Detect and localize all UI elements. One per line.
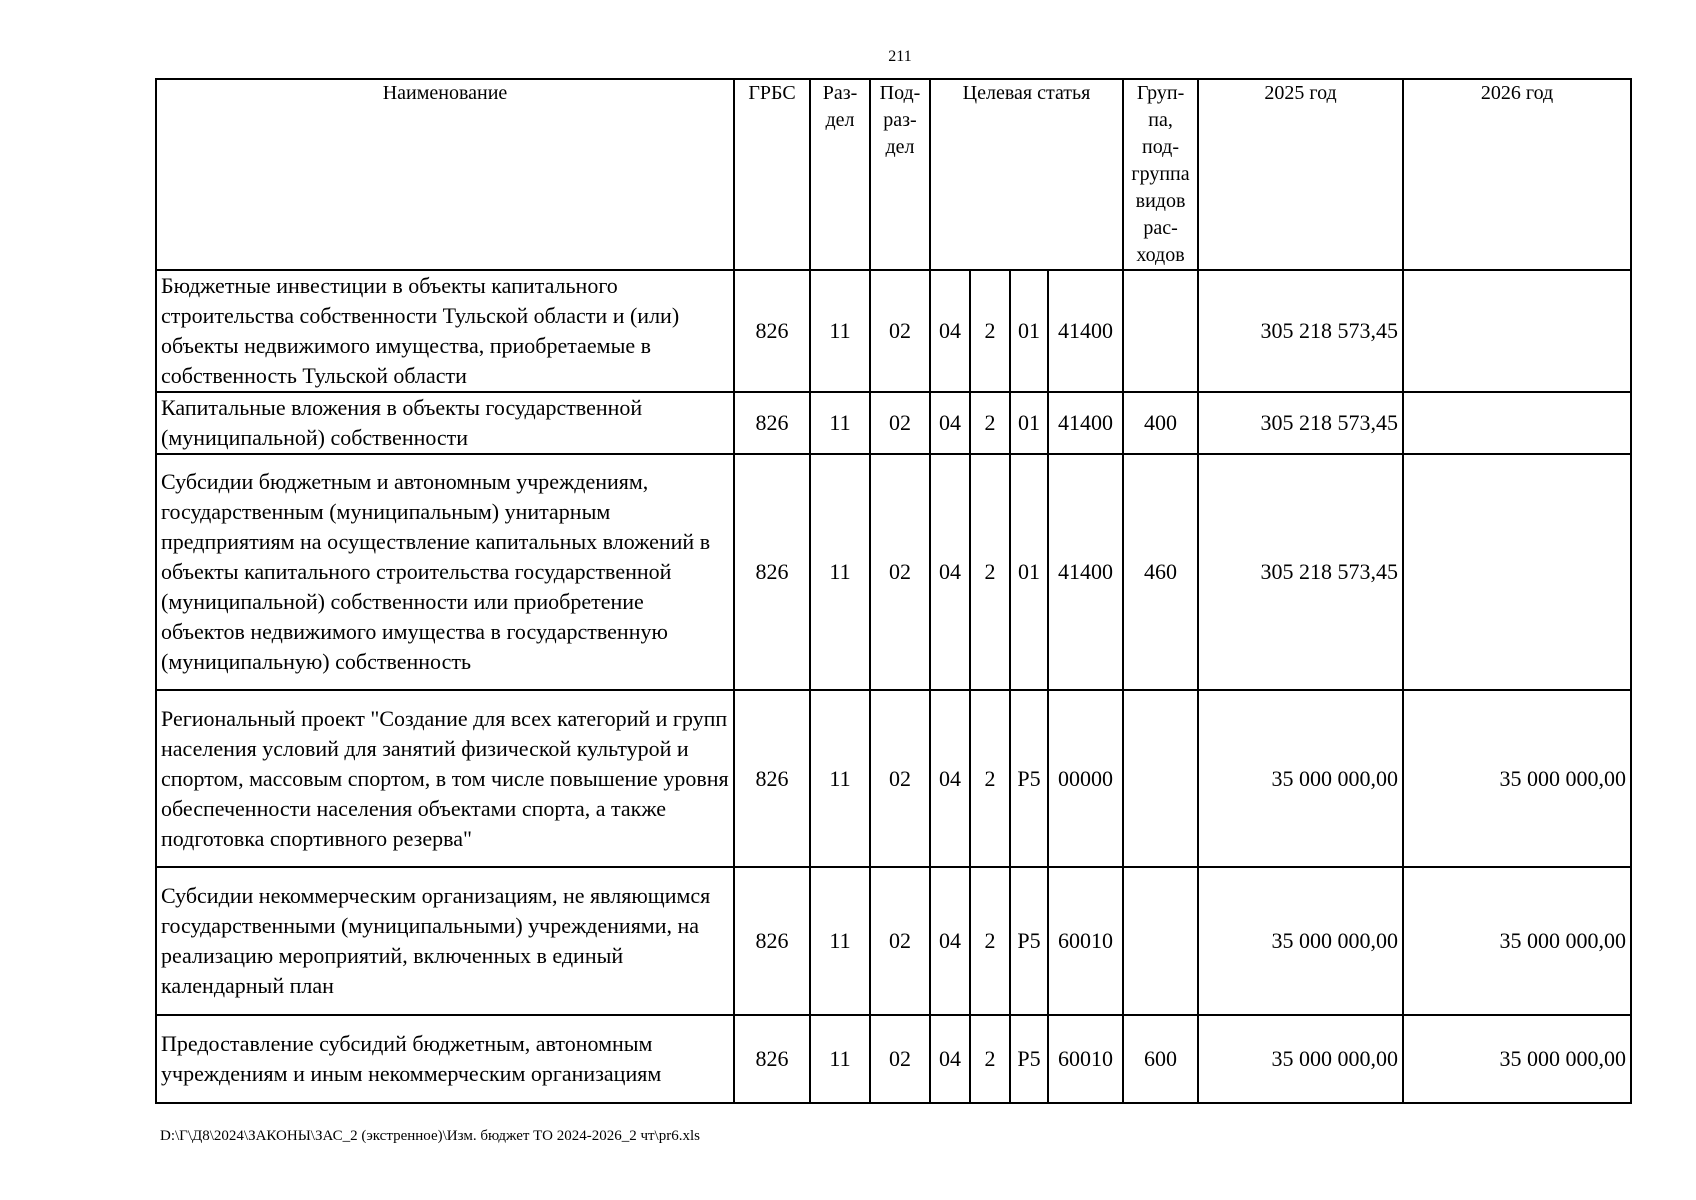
file-path-footer: D:\Г\Д8\2024\ЗАКОНЫ\ЗАС_2 (экстренное)\Изм. бюджет ТО 2024-2026_2 чт\pr6.xls [160,1128,700,1144]
row-target-project: Р5 [1010,867,1048,1015]
header-grbs: ГРБС [734,79,810,270]
table-row [156,690,1631,867]
row-target-program: 04 [930,1015,970,1103]
row-target-program: 04 [930,690,970,867]
row-expense-group [1123,270,1198,392]
row-target-direction: 41400 [1048,392,1123,454]
row-grbs: 826 [734,1015,810,1103]
row-target-direction: 60010 [1048,1015,1123,1103]
row-razdel: 11 [810,1015,870,1103]
row-expense-group: 400 [1123,392,1198,454]
header-2026: 2026 год [1403,79,1631,270]
row-target-program: 04 [930,392,970,454]
row-target-direction: 60010 [1048,867,1123,1015]
row-razdel: 11 [810,690,870,867]
row-name: Капитальные вложения в объекты государственной (муниципальной) собственности [156,392,734,454]
row-grbs: 826 [734,867,810,1015]
row-target-project: 01 [1010,270,1048,392]
row-target-type: 2 [970,392,1010,454]
row-amount-2026: 35 000 000,00 [1403,867,1631,1015]
row-name: Предоставление субсидий бюджетным, автономным учреждениям и иным некоммерческим организациям [156,1015,734,1103]
row-target-direction: 41400 [1048,270,1123,392]
row-grbs: 826 [734,690,810,867]
row-target-type: 2 [970,690,1010,867]
header-name: Наименование [156,79,734,270]
table-row [156,270,1631,392]
table-row [156,1015,1631,1103]
row-expense-group: 600 [1123,1015,1198,1103]
row-grbs: 826 [734,454,810,690]
row-podrazdel: 02 [870,270,930,392]
row-name: Бюджетные инвестиции в объекты капитального строительства собственности Тульской области и (или) объекты недвижимого имущества, приобретаемые в собственность Тульской области [156,270,734,392]
row-target-direction: 00000 [1048,690,1123,867]
row-target-type: 2 [970,270,1010,392]
row-podrazdel: 02 [870,454,930,690]
row-podrazdel: 02 [870,1015,930,1103]
table-row [156,454,1631,690]
row-amount-2026 [1403,270,1631,392]
row-name: Региональный проект "Создание для всех категорий и групп населения условий для занятий физической культурой и спортом, массовым спортом, в том числе повышение уровня обеспеченности населения объектами спорта, а также подготовка спортивного резерва" [156,690,734,867]
row-podrazdel: 02 [870,392,930,454]
row-razdel: 11 [810,392,870,454]
header-podrazdel: Под- раз- дел [870,79,930,270]
row-amount-2025: 305 218 573,45 [1198,454,1403,690]
row-amount-2026 [1403,454,1631,690]
row-razdel: 11 [810,270,870,392]
row-amount-2025: 35 000 000,00 [1198,690,1403,867]
row-amount-2026 [1403,392,1631,454]
row-name: Субсидии некоммерческим организациям, не являющимся государственными (муниципальными) учреждениями, на реализацию мероприятий, включенных в единый календарный план [156,867,734,1015]
row-podrazdel: 02 [870,690,930,867]
header-target-article: Целевая статья [930,79,1123,270]
table-row [156,392,1631,454]
header-2025: 2025 год [1198,79,1403,270]
table-row [156,867,1631,1015]
row-razdel: 11 [810,454,870,690]
header-expense-group: Груп- па, под- группа видов рас- ходов [1123,79,1198,270]
row-target-project: Р5 [1010,1015,1048,1103]
header-row [156,79,1631,270]
budget-table [155,78,1632,1104]
row-target-project: 01 [1010,392,1048,454]
row-target-program: 04 [930,454,970,690]
row-amount-2025: 35 000 000,00 [1198,867,1403,1015]
row-target-type: 2 [970,867,1010,1015]
row-grbs: 826 [734,392,810,454]
row-target-program: 04 [930,270,970,392]
row-expense-group: 460 [1123,454,1198,690]
row-amount-2025: 35 000 000,00 [1198,1015,1403,1103]
row-razdel: 11 [810,867,870,1015]
row-amount-2025: 305 218 573,45 [1198,392,1403,454]
row-amount-2026: 35 000 000,00 [1403,1015,1631,1103]
row-target-type: 2 [970,1015,1010,1103]
page-number: 211 [888,48,912,65]
row-target-project: Р5 [1010,690,1048,867]
row-amount-2026: 35 000 000,00 [1403,690,1631,867]
row-name: Субсидии бюджетным и автономным учреждениям, государственным (муниципальным) унитарным предприятиям на осуществление капитальных вложений в объекты капитального строительства государственной (муниципальной) собственности или приобретение объектов недвижимого имущества в государственную (муниципальную) собственность [156,454,734,690]
row-grbs: 826 [734,270,810,392]
row-target-type: 2 [970,454,1010,690]
row-podrazdel: 02 [870,867,930,1015]
row-target-project: 01 [1010,454,1048,690]
row-expense-group [1123,690,1198,867]
row-expense-group [1123,867,1198,1015]
row-target-program: 04 [930,867,970,1015]
row-target-direction: 41400 [1048,454,1123,690]
row-amount-2025: 305 218 573,45 [1198,270,1403,392]
header-razdel: Раз- дел [810,79,870,270]
